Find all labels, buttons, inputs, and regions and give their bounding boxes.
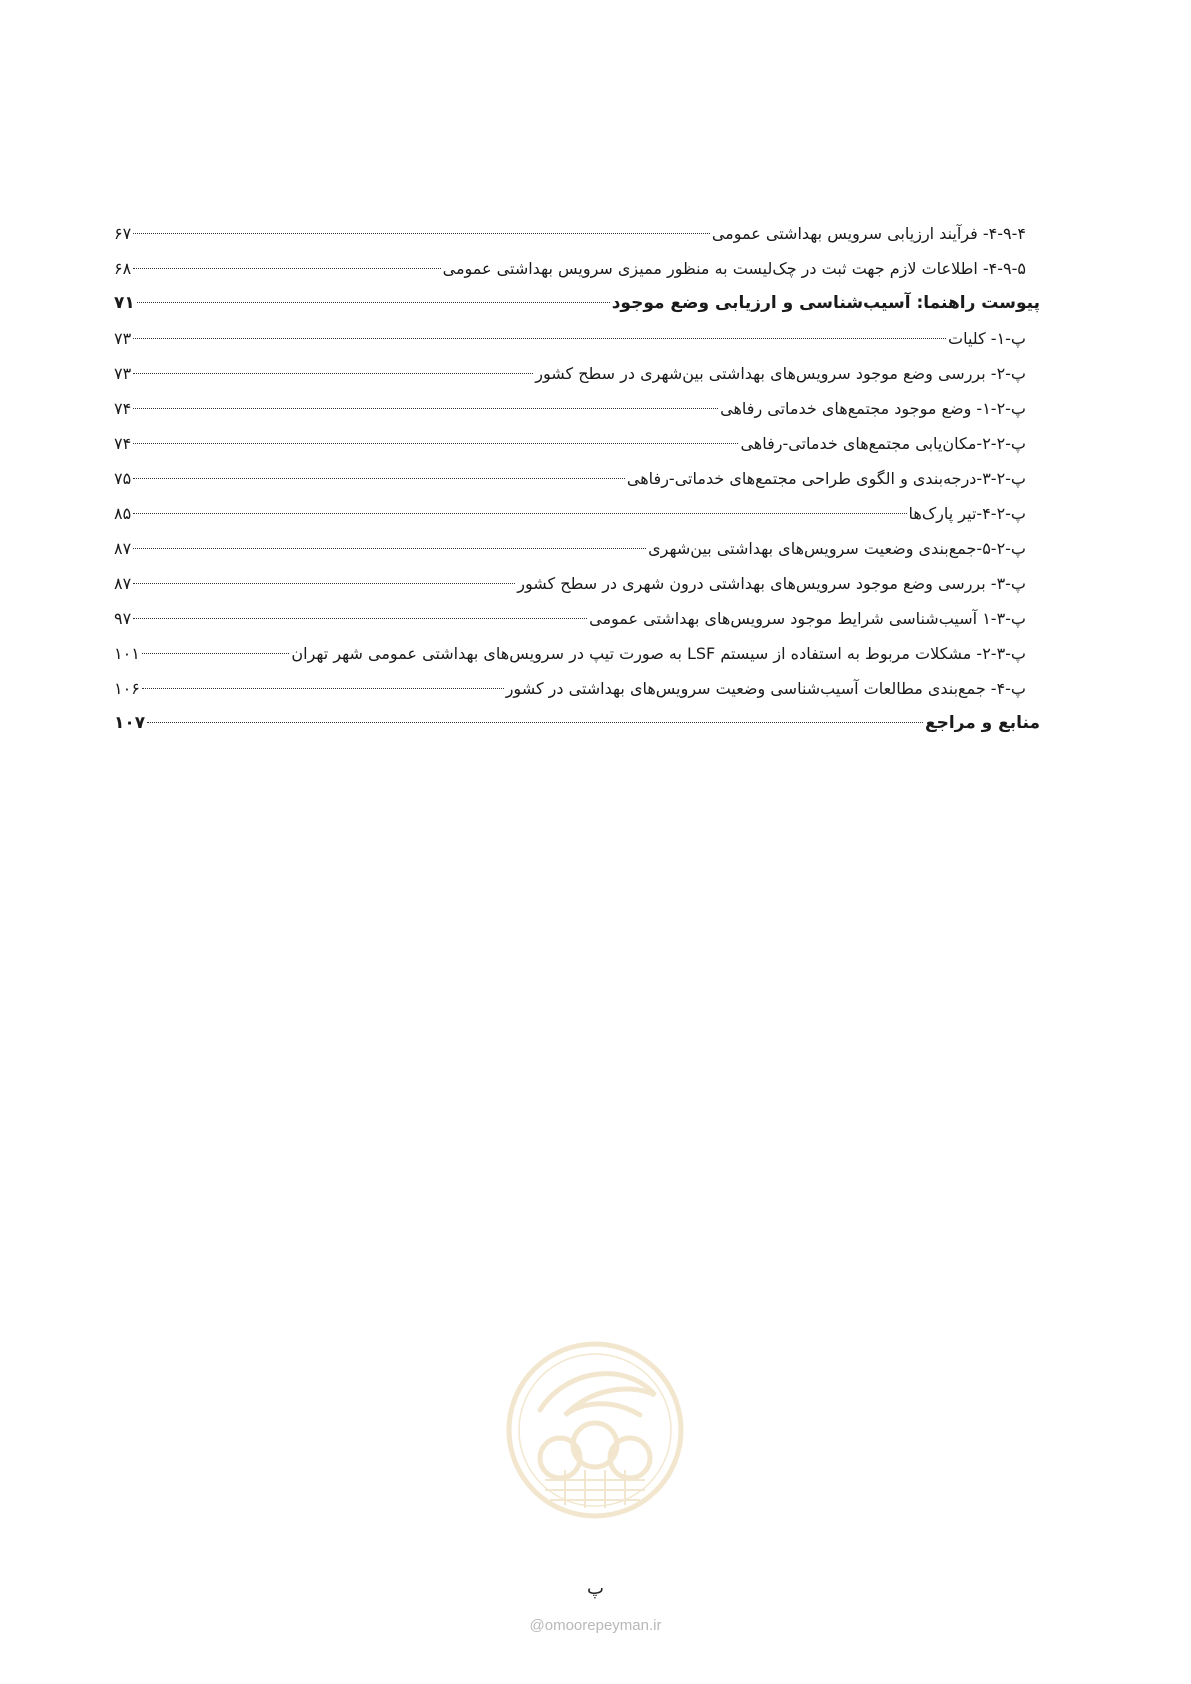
toc-entry[interactable] [114,706,1040,741]
toc-dot-leader [142,688,504,689]
toc-entry-title: منابع و مراجع [924,713,1040,733]
toc-entry-title: پ-۲-۲-مکان‌یابی مجتمع‌های خدماتی-رفاهی [740,434,1026,453]
toc-entry-title: پ-۱- کلیات [948,329,1026,348]
toc-entry-title: ۴-۹-۴- فرآیند ارزیابی سرویس بهداشتی عمومی [711,224,1026,243]
toc-dot-leader [133,618,587,619]
toc-entry-page-number: ۹۷ [114,609,132,628]
toc-entry[interactable] [114,566,1040,601]
toc-entry-page-number: ۷۴ [114,434,132,453]
toc-entry-title: پ-۳-۱ آسیب‌شناسی شرایط موجود سرویس‌های بهداشتی عمومی [589,609,1026,628]
toc-dot-leader [133,233,710,234]
toc-entry-page-number: ۸۷ [114,539,132,558]
toc-entry-title: پ-۳- بررسی وضع موجود سرویس‌های بهداشتی درون شهری در سطح کشور [517,574,1026,593]
toc-dot-leader [133,338,946,339]
toc-entry-page-number: ۱۰۶ [114,679,140,698]
toc-entry-title: پیوست راهنما: آسیب‌شناسی و ارزیابی وضع موجود [611,293,1040,313]
toc-entry-title: پ-۴- جمع‌بندی مطالعات آسیب‌شناسی وضعیت سرویس‌های بهداشتی در کشور [505,679,1026,698]
toc-entry[interactable] [114,391,1040,426]
toc-entry-page-number: ۶۸ [114,259,132,278]
toc-entry[interactable] [114,601,1040,636]
toc-entry[interactable] [114,636,1040,671]
toc-entry[interactable] [114,251,1040,286]
toc-entry[interactable] [114,426,1040,461]
toc-entry[interactable] [114,496,1040,531]
toc-entry-title: پ-۲-۱- وضع موجود مجتمع‌های خدماتی رفاهی [720,399,1026,418]
toc-entry[interactable] [114,531,1040,566]
toc-entry-page-number: ۷۳ [114,364,132,383]
toc-dot-leader [133,408,718,409]
toc-entry[interactable] [114,461,1040,496]
toc-entry-page-number: ۷۵ [114,469,132,488]
toc-entry-page-number: ۸۷ [114,574,132,593]
toc-dot-leader [133,268,440,269]
table-of-contents [114,216,1040,741]
toc-entry-page-number: ۱۰۱ [114,644,140,663]
toc-entry-title: پ-۳-۲- مشکلات مربوط به استفاده از سیستم LSF به صورت تیپ در سرویس‌های بهداشتی عمومی شهر تهران [291,644,1026,663]
toc-entry-page-number: ۶۷ [114,224,132,243]
toc-dot-leader [133,373,533,374]
toc-entry[interactable] [114,286,1040,321]
toc-entry-page-number: ۷۳ [114,329,132,348]
toc-entry-title: ۴-۹-۵- اطلاعات لازم جهت ثبت در چک‌لیست به منظور ممیزی سرویس بهداشتی عمومی [442,259,1026,278]
toc-entry-page-number: ۱۰۷ [114,713,146,733]
toc-entry-title: پ-۲-۵-جمع‌بندی وضعیت سرویس‌های بهداشتی بین‌شهری [648,539,1026,558]
toc-dot-leader [133,478,625,479]
toc-dot-leader [137,302,610,303]
toc-entry[interactable] [114,216,1040,251]
toc-entry[interactable] [114,356,1040,391]
toc-dot-leader [133,443,738,444]
toc-entry[interactable] [114,671,1040,706]
toc-dot-leader [133,583,515,584]
toc-dot-leader [133,548,646,549]
toc-entry-title: پ-۲-۴-تیر پارک‌ها [908,504,1026,523]
toc-entry-title: پ-۲-۳-درجه‌بندی و الگوی طراحی مجتمع‌های خدماتی-رفاهی [626,469,1026,488]
omoorepeyman-logo-watermark [505,1340,685,1520]
toc-entry-page-number: ۷۱ [114,293,135,313]
toc-dot-leader [133,513,906,514]
toc-entry-page-number: ۸۵ [114,504,132,523]
toc-entry[interactable] [114,321,1040,356]
toc-dot-leader [142,653,290,654]
site-credit-watermark: @omoorepeyman.ir [529,1617,662,1634]
toc-dot-leader [147,722,923,723]
page-number: پ [587,1578,604,1599]
toc-entry-page-number: ۷۴ [114,399,132,418]
toc-entry-title: پ-۲- بررسی وضع موجود سرویس‌های بهداشتی بین‌شهری در سطح کشور [535,364,1026,383]
